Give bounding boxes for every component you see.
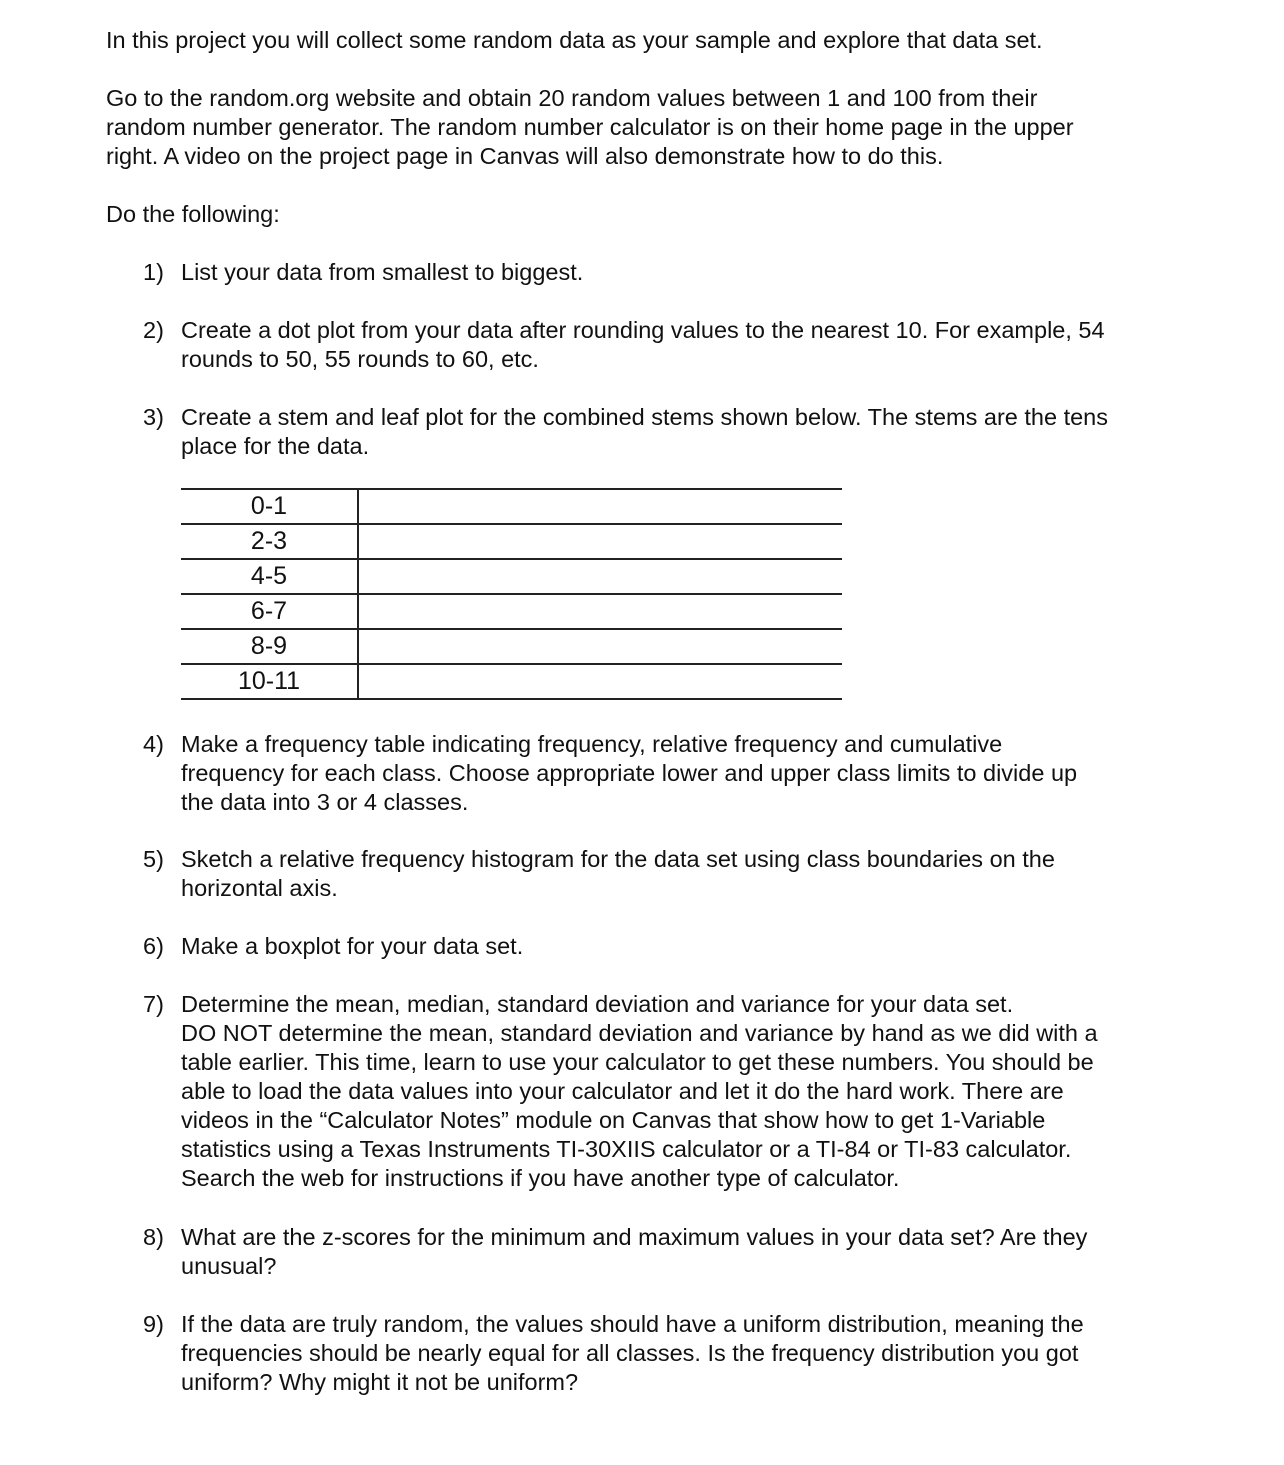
- item-line: Create a dot plot from your data after rounding values to the nearest 10. For example, 54: [181, 317, 1105, 343]
- intro-text: In this project you will collect some random data as your sample and explore that data set.: [106, 27, 1043, 53]
- item-line: place for the data.: [181, 433, 370, 459]
- table-row: [181, 524, 842, 559]
- item-line: statistics using a Texas Instruments TI-30XIIS calculator or a TI-84 or TI-83 calculator.: [181, 1136, 1072, 1162]
- item-number: 9): [143, 1311, 164, 1337]
- item-number: 8): [143, 1224, 164, 1250]
- leaf-cell[interactable]: [358, 524, 842, 559]
- do-following-heading: Do the following:: [106, 201, 280, 227]
- leaf-cell[interactable]: [358, 629, 842, 664]
- item-text: [181, 1223, 1087, 1281]
- item-line: Make a frequency table indicating frequency, relative frequency and cumulative: [181, 731, 1003, 757]
- item-number: 5): [143, 846, 164, 872]
- leaf-cell[interactable]: [358, 559, 842, 594]
- item-line: frequency for each class. Choose appropriate lower and upper class limits to divide up: [181, 760, 1078, 786]
- table-row: [181, 629, 842, 664]
- item-number: 1): [143, 259, 164, 285]
- stem-cell: 0-1: [181, 489, 358, 524]
- instructions-text: [106, 84, 1074, 171]
- item-line: List your data from smallest to biggest.: [181, 259, 584, 285]
- item-text: [181, 932, 523, 961]
- stem-cell: 6-7: [181, 594, 358, 629]
- table-row: [181, 559, 842, 594]
- instructions-line: right. A video on the project page in Canvas will also demonstrate how to do this.: [106, 143, 944, 169]
- stem-cell: 8-9: [181, 629, 358, 664]
- item-number: 7): [143, 991, 164, 1017]
- instructions-line: random number generator. The random number calculator is on their home page in the upper: [106, 114, 1074, 140]
- item-line: DO NOT determine the mean, standard deviation and variance by hand as we did with a: [181, 1020, 1098, 1046]
- table-row: [181, 489, 842, 524]
- leaf-cell[interactable]: [358, 489, 842, 524]
- item-line: uniform? Why might it not be uniform?: [181, 1369, 579, 1395]
- item-text: [181, 990, 1098, 1193]
- leaf-cell[interactable]: [358, 594, 842, 629]
- item-line: the data into 3 or 4 classes.: [181, 789, 469, 815]
- item-line: rounds to 50, 55 rounds to 60, etc.: [181, 346, 539, 372]
- item-number: 4): [143, 731, 164, 757]
- item-line: unusual?: [181, 1253, 277, 1279]
- stem-cell: 4-5: [181, 559, 358, 594]
- item-line: What are the z-scores for the minimum and maximum values in your data set? Are they: [181, 1224, 1088, 1250]
- item-text: [181, 258, 583, 287]
- stem-cell: 2-3: [181, 524, 358, 559]
- item-line: If the data are truly random, the values should have a uniform distribution, meaning the: [181, 1311, 1084, 1337]
- item-line: Sketch a relative frequency histogram for the data set using class boundaries on the: [181, 846, 1055, 872]
- item-text: [181, 403, 1108, 461]
- instructions-line: Go to the random.org website and obtain 20 random values between 1 and 100 from their: [106, 85, 1038, 111]
- item-line: Search the web for instructions if you have another type of calculator.: [181, 1165, 900, 1191]
- item-line: horizontal axis.: [181, 875, 338, 901]
- item-text: [181, 730, 1077, 817]
- item-line: videos in the “Calculator Notes” module on Canvas that show how to get 1-Variable: [181, 1107, 1046, 1133]
- item-line: frequencies should be nearly equal for all classes. Is the frequency distribution you got: [181, 1340, 1079, 1366]
- item-number: 2): [143, 317, 164, 343]
- item-line: Create a stem and leaf plot for the combined stems shown below. The stems are the tens: [181, 404, 1108, 430]
- item-text: [181, 1310, 1084, 1397]
- table-row: [181, 594, 842, 629]
- stem-leaf-table: [181, 488, 842, 700]
- item-line: Determine the mean, median, standard deviation and variance for your data set.: [181, 991, 1014, 1017]
- item-line: table earlier. This time, learn to use your calculator to get these numbers. You should be: [181, 1049, 1094, 1075]
- stem-cell: 10-11: [181, 664, 358, 699]
- leaf-cell[interactable]: [358, 664, 842, 699]
- item-line: able to load the data values into your calculator and let it do the hard work. There are: [181, 1078, 1064, 1104]
- item-number: 6): [143, 933, 164, 959]
- item-text: [181, 845, 1055, 903]
- item-text: [181, 316, 1105, 374]
- table-row: [181, 664, 842, 699]
- item-number: 3): [143, 404, 164, 430]
- item-line: Make a boxplot for your data set.: [181, 933, 524, 959]
